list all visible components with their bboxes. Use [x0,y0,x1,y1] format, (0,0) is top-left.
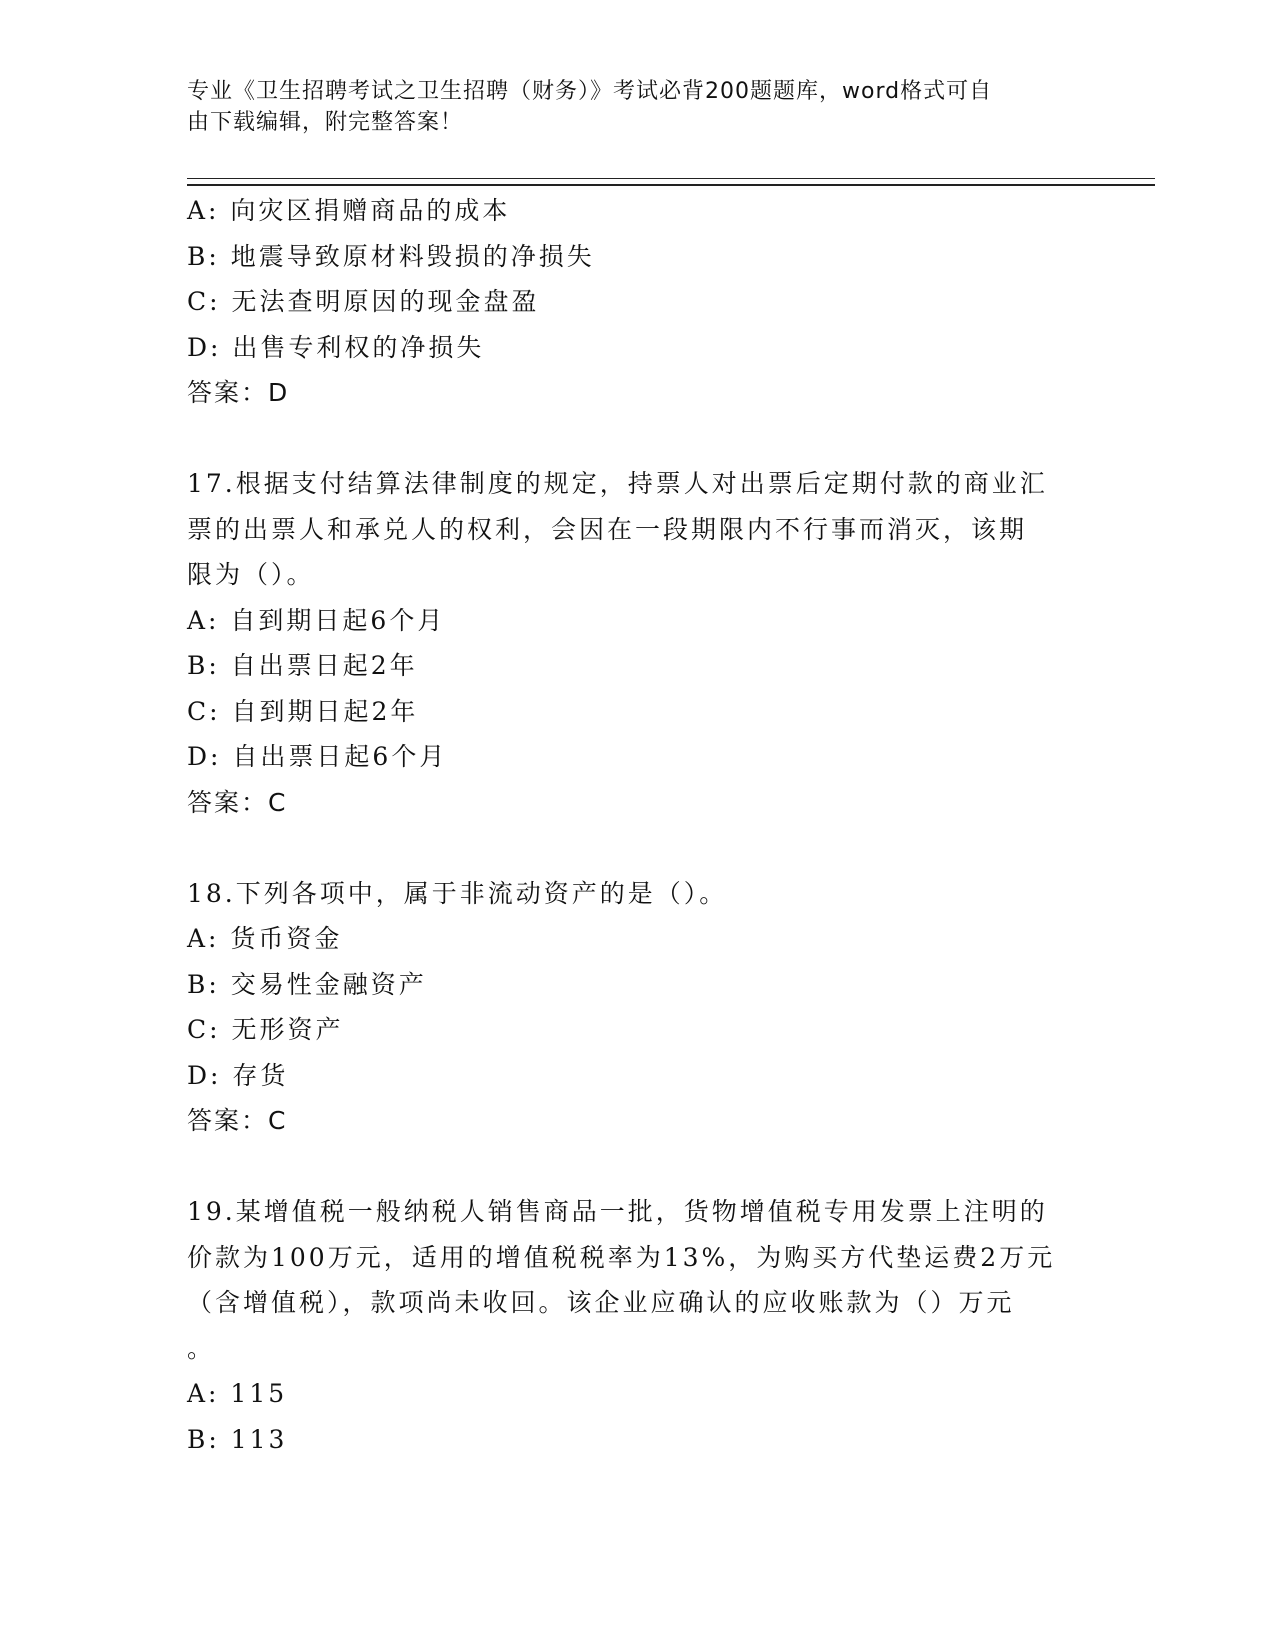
question-text-line: 18.下列各项中，属于非流动资产的是（）。 [187,878,728,908]
question-text-line: 票的出票人和承兑人的权利，会因在一段期限内不行事而消灭，该期 [187,514,1028,544]
spacer [187,825,1087,871]
question-19 [187,1189,1087,1462]
question-list [187,188,1087,1462]
header-divider [187,178,1155,186]
question-17 [187,461,1087,825]
option-b: B: 交易性金融资产 [187,969,427,999]
option-a: A: 自到期日起6个月 [187,605,446,635]
question-text-line: 。 [187,1333,216,1363]
question-text-line: （含增值税），款项尚未收回。该企业应确认的应收账款为（）万元 [187,1288,1015,1317]
question-16 [187,188,1087,416]
document-header [187,76,1067,138]
question-text-line: 限为（）。 [187,560,315,589]
option-c: C: 无法查明原因的现金盘盈 [187,287,540,316]
question-text-line: 17.根据支付结算法律制度的规定，持票人对出票后定期付款的商业汇 [187,469,1048,498]
question-text-line: 价款为100万元，适用的增值税税率为13%，为购买方代垫运费2万元 [187,1242,1056,1272]
option-a: A: 向灾区捐赠商品的成本 [187,196,511,225]
header-line-2: 由下载编辑，附完整答案！ [187,110,464,135]
option-c: C: 自到期日起2年 [187,696,419,726]
question-18 [187,871,1087,1144]
spacer [187,416,1087,462]
option-a: A: 货币资金 [187,924,343,953]
option-b: B: 自出票日起2年 [187,651,418,680]
answer: 答案：C [187,787,288,817]
option-d: D: 自出票日起6个月 [187,742,448,771]
spacer [187,1144,1087,1190]
header-line-1: 专业《卫生招聘考试之卫生招聘（财务）》考试必背200题题库，word格式可自 [187,79,993,104]
answer: 答案：D [187,378,290,407]
option-c: C: 无形资产 [187,1015,344,1044]
option-d: D: 出售专利权的净损失 [187,332,485,362]
option-a: A: 115 [187,1379,288,1408]
question-text-line: 19.某增值税一般纳税人销售商品一批，货物增值税专用发票上注明的 [187,1197,1048,1226]
answer: 答案：C [187,1106,288,1135]
option-d: D: 存货 [187,1060,289,1090]
option-b: B: 113 [187,1424,288,1454]
option-b: B: 地震导致原材料毁损的净损失 [187,241,595,271]
